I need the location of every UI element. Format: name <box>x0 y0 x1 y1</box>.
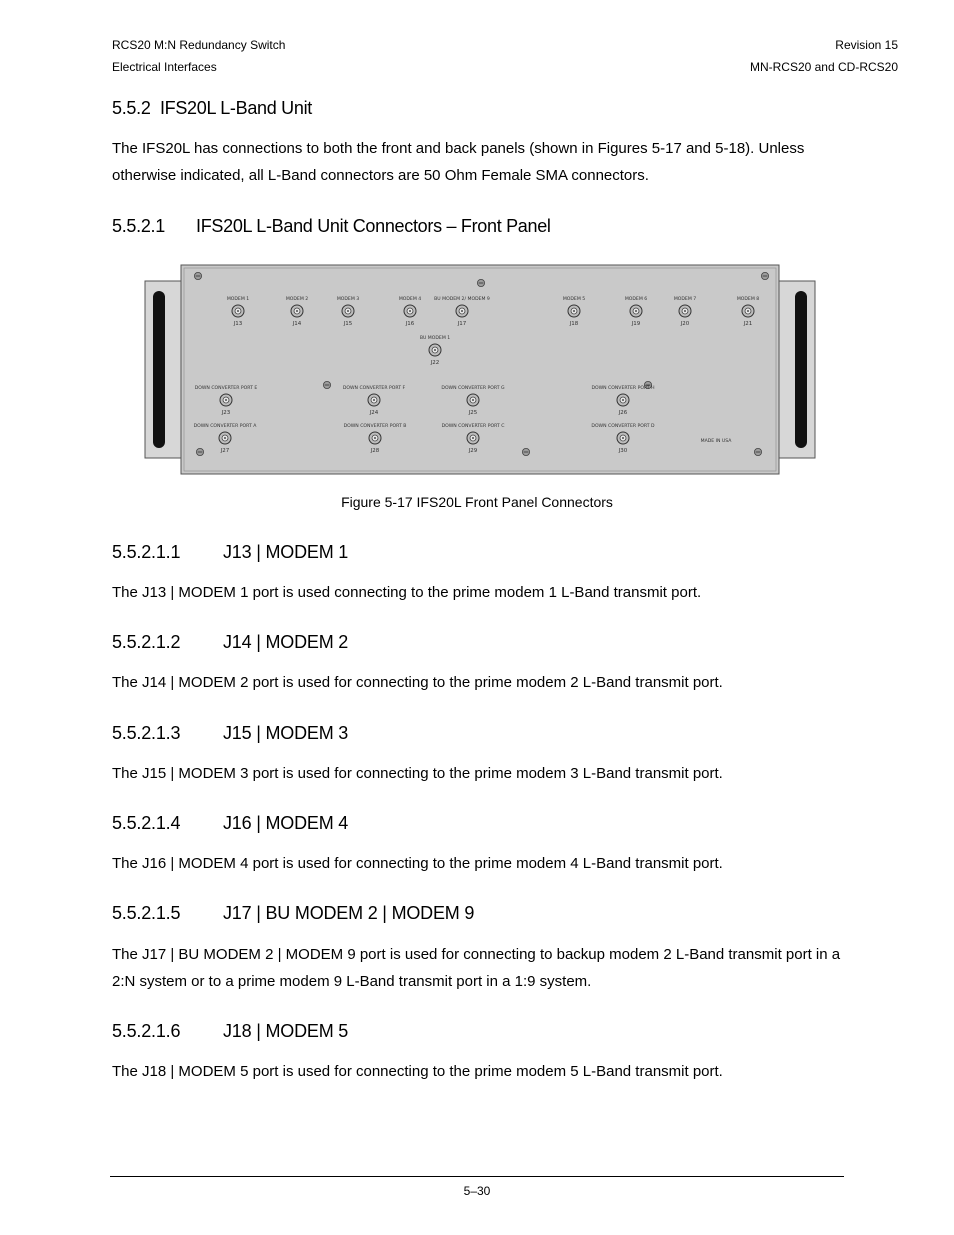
subsubsection-heading <box>112 813 348 834</box>
connector-jack-label: J20 <box>680 321 690 327</box>
screw-icon <box>196 448 203 455</box>
subsubsection-title: J14 | MODEM 2 <box>223 632 349 652</box>
subsection-number: 5.5.2.1 <box>112 216 165 236</box>
subsection-title: IFS20L L-Band Unit Connectors – Front Panel <box>196 216 551 236</box>
subsubsection-title: J18 | MODEM 5 <box>223 1021 349 1041</box>
connector-label: MODEM 2 <box>285 297 309 302</box>
connector-jack-label: J23 <box>221 410 231 416</box>
section-intro: The IFS20L has connections to both the front and back panels (shown in Figures 5-17 and 5-18). Unless otherwise indicated, all L-Band connectors are 50 Ohm Female SMA connectors. <box>112 140 805 184</box>
connector-jack-label: J21 <box>743 321 753 327</box>
subsubsection-number: 5.5.2.1.2 <box>112 632 181 652</box>
subsubsection-text: The J18 | MODEM 5 port is used for connecting to the prime modem 5 L-Band transmit port. <box>112 1063 723 1080</box>
front-panel-image <box>144 262 816 476</box>
subsubsection-title: J16 | MODEM 4 <box>223 813 349 833</box>
connector-jack-label: J22 <box>430 360 440 366</box>
connector-label: DOWN CONVERTER PORT H <box>591 386 655 391</box>
subsubsection-number: 5.5.2.1.1 <box>112 542 181 562</box>
front-panel-figure <box>144 262 816 476</box>
connector-jack-label: J13 <box>233 321 243 327</box>
section-heading <box>112 98 312 119</box>
connector-jack-label: J14 <box>292 321 302 327</box>
connector-label: DOWN CONVERTER PORT A <box>193 424 257 429</box>
screw-icon <box>194 272 201 279</box>
connector-label: MODEM 6 <box>624 297 648 302</box>
subsubsection-text: The J16 | MODEM 4 port is used for connecting to the prime modem 4 L-Band transmit port. <box>112 855 723 872</box>
connector-label: DOWN CONVERTER PORT E <box>194 386 258 391</box>
figure-caption: Figure 5-17 IFS20L Front Panel Connectors <box>341 494 613 510</box>
connector-label: BU MODEM 2/ MODEM 9 <box>434 297 490 302</box>
screw-icon <box>522 448 529 455</box>
connector-label: DOWN CONVERTER PORT F <box>342 386 406 391</box>
subsection-heading <box>112 216 551 237</box>
subsubsection-heading <box>112 723 348 744</box>
subsubsection-number: 5.5.2.1.6 <box>112 1021 181 1041</box>
connector-label: MODEM 1 <box>226 297 250 302</box>
connector-label: DOWN CONVERTER PORT B <box>343 424 407 429</box>
subsubsection-text: The J15 | MODEM 3 port is used for connecting to the prime modem 3 L-Band transmit port. <box>112 765 723 782</box>
header-revision: Revision 15 <box>835 38 898 52</box>
connector-label: BU MODEM 1 <box>419 336 451 341</box>
connector-jack-label: J19 <box>631 321 641 327</box>
subsubsection-heading <box>112 632 348 653</box>
page-number: 5–30 <box>463 1184 491 1198</box>
screw-icon <box>323 381 330 388</box>
connector-label: DOWN CONVERTER PORT D <box>591 424 655 429</box>
screw-icon <box>761 272 768 279</box>
panel-marking-text: MADE IN USA <box>700 439 732 444</box>
subsubsection-text: The J17 | BU MODEM 2 | MODEM 9 port is used for connecting to backup modem 2 L-Band transmit port in a 2:N system or to a prime modem 9 L-Band transmit port in a 1:9 system. <box>112 946 841 990</box>
connector-jack-label: J17 <box>457 321 467 327</box>
connector-jack-label: J26 <box>618 410 628 416</box>
connector-jack-label: J30 <box>618 448 628 454</box>
section-title: IFS20L L-Band Unit <box>159 98 312 118</box>
subsubsection-text: The J14 | MODEM 2 port is used for connecting to the prime modem 2 L-Band transmit port. <box>112 674 723 691</box>
connector-jack-label: J18 <box>569 321 579 327</box>
header-doc-title: RCS20 M:N Redundancy Switch <box>112 38 286 52</box>
subsubsection-number: 5.5.2.1.3 <box>112 723 181 743</box>
footer-rule <box>110 1176 844 1177</box>
subsubsection-text: The J13 | MODEM 1 port is used connecting to the prime modem 1 L-Band transmit port. <box>112 584 702 601</box>
header-chapter: Electrical Interfaces <box>112 60 217 74</box>
connector-label: MODEM 8 <box>736 297 760 302</box>
subsubsection-title: J17 | BU MODEM 2 | MODEM 9 <box>223 903 475 923</box>
right-handle <box>795 291 807 448</box>
connector-jack-label: J29 <box>468 448 478 454</box>
connector-label: DOWN CONVERTER PORT G <box>441 386 505 391</box>
connector-jack-label: J28 <box>370 448 380 454</box>
subsubsection-title: J13 | MODEM 1 <box>223 542 349 562</box>
screw-icon <box>477 279 484 286</box>
connector-jack-label: J25 <box>468 410 478 416</box>
connector-label: MODEM 7 <box>673 297 697 302</box>
subsubsection-title: J15 | MODEM 3 <box>223 723 349 743</box>
connector-label: MODEM 3 <box>336 297 360 302</box>
subsubsection-heading <box>112 542 348 563</box>
connector-jack-label: J16 <box>405 321 415 327</box>
connector-label: DOWN CONVERTER PORT C <box>441 424 505 429</box>
connector-jack-label: J24 <box>369 410 379 416</box>
connector-jack-label: J27 <box>220 448 230 454</box>
left-handle <box>153 291 165 448</box>
subsubsection-number: 5.5.2.1.5 <box>112 903 181 923</box>
section-number: 5.5.2 <box>112 98 151 118</box>
screw-icon <box>754 448 761 455</box>
connector-label: MODEM 4 <box>398 297 422 302</box>
connector-jack-label: J15 <box>343 321 353 327</box>
subsubsection-heading <box>112 903 474 924</box>
header-doc-number: MN-RCS20 and CD-RCS20 <box>749 60 898 74</box>
connector-label: MODEM 5 <box>562 297 586 302</box>
subsubsection-heading <box>112 1021 348 1042</box>
subsubsection-number: 5.5.2.1.4 <box>112 813 181 833</box>
